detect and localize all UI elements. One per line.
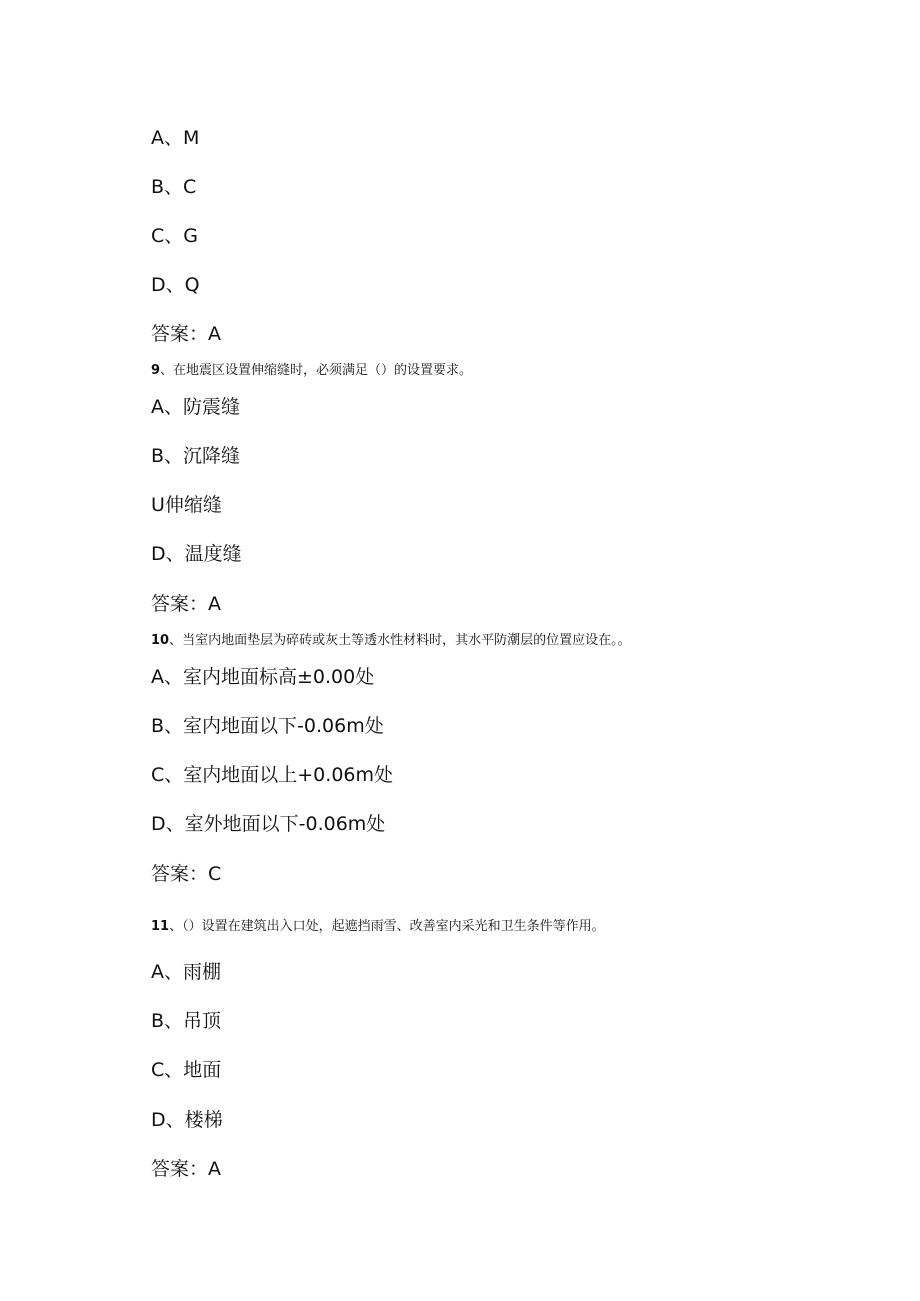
question-number: 10 xyxy=(151,633,170,648)
question-11 xyxy=(151,920,605,933)
question-text: 、（）设置在建筑出入口处，起遮挡雨雪、改善室内采光和卫生条件等作用。 xyxy=(169,919,605,934)
answer: 答案：A xyxy=(151,1158,221,1180)
option-a: A、雨棚 xyxy=(151,961,221,983)
option-b: B、室内地面以下-0.06m处 xyxy=(151,715,384,737)
option-a: A、室内地面标高±0.00处 xyxy=(151,666,375,688)
option-a: A、M xyxy=(151,127,200,149)
option-b: B、C xyxy=(151,176,197,198)
answer: 答案：C xyxy=(151,863,222,885)
question-number: 9 xyxy=(151,363,161,378)
answer: 答案：A xyxy=(151,323,221,345)
question-text: 、在地震区设置伸缩缝时，必须满足（）的设置要求。 xyxy=(160,363,473,378)
question-10 xyxy=(151,634,631,647)
option-c: C、室内地面以上+0.06m处 xyxy=(151,764,393,786)
option-d: D、Q xyxy=(151,274,200,296)
option-a: A、防震缝 xyxy=(151,396,240,418)
question-text: 、当室内地面垫层为碎砖或灰土等透水性材料时，其水平防潮层的位置应设在。。 xyxy=(169,633,631,648)
option-d: D、楼梯 xyxy=(151,1109,223,1131)
answer: 答案：A xyxy=(151,593,221,615)
option-c: C、地面 xyxy=(151,1059,222,1081)
option-d: D、室外地面以下-0.06m处 xyxy=(151,813,386,835)
option-b: B、吊顶 xyxy=(151,1010,222,1032)
option-b: B、沉降缝 xyxy=(151,445,241,467)
option-c: C、G xyxy=(151,225,198,247)
question-number: 11 xyxy=(151,919,170,934)
question-9 xyxy=(151,364,472,377)
option-c: U伸缩缝 xyxy=(151,494,222,516)
option-d: D、温度缝 xyxy=(151,543,242,565)
